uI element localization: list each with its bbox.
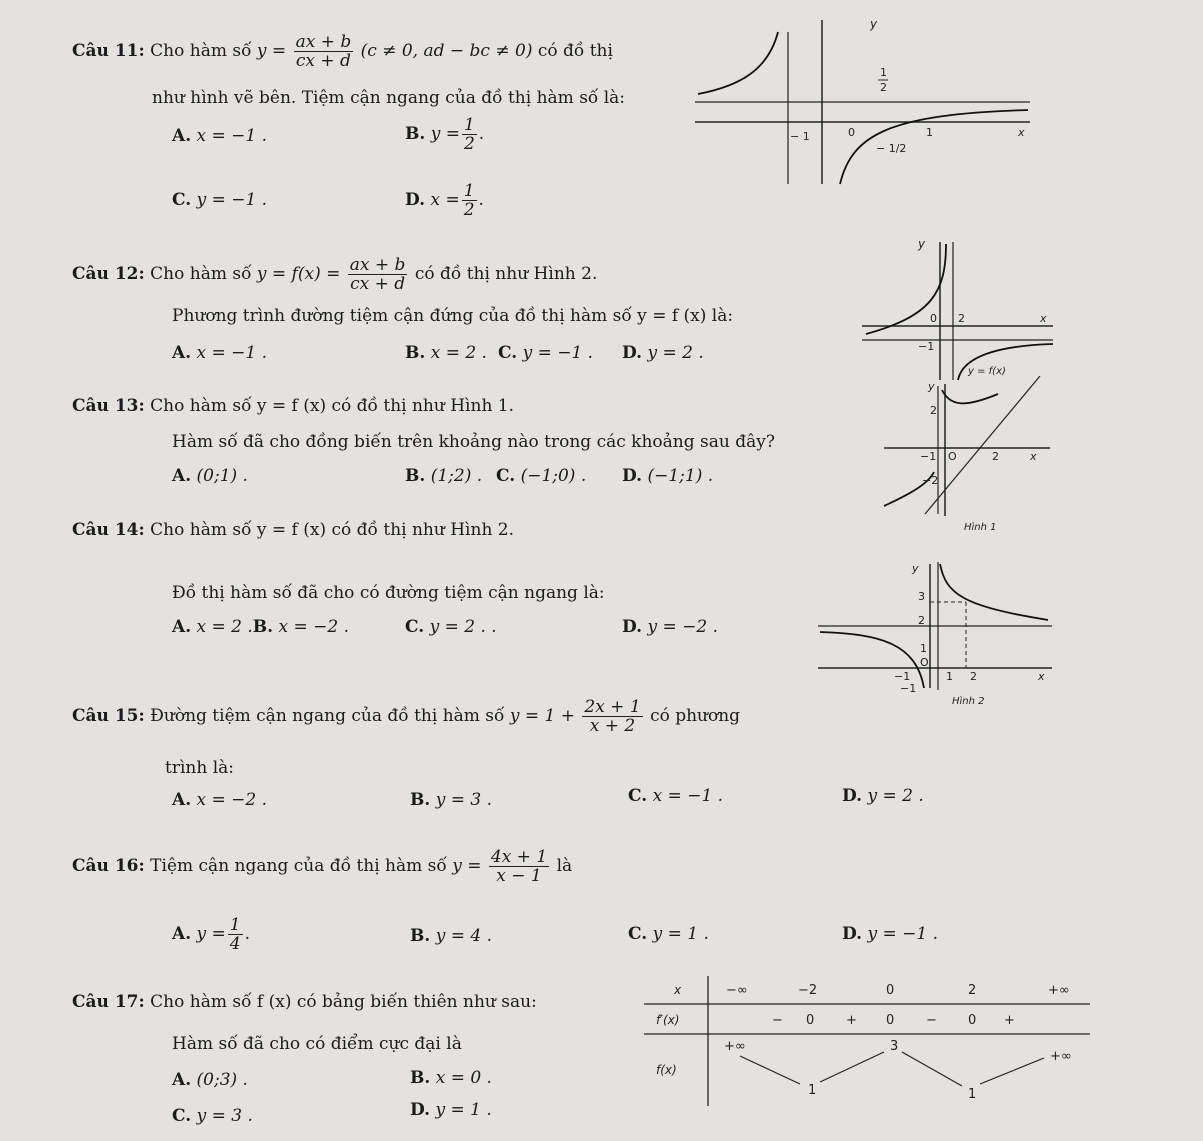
q17-option-d[interactable] <box>410 1100 492 1120</box>
q17-x-val-0: −∞ <box>726 983 748 998</box>
q14-option-c[interactable] <box>405 617 497 637</box>
q16-label: Câu 16: <box>72 856 145 876</box>
q11-x-zero: 0 <box>848 126 855 139</box>
q17-fp-val-0: − <box>772 1013 783 1028</box>
q12-fn-label: y = f(x) <box>968 366 1006 377</box>
q13-asymptote-b <box>925 376 1040 514</box>
q13-a-value: (0;1) . <box>196 466 248 486</box>
q11-line1 <box>72 33 613 70</box>
q15-line1 <box>72 698 740 735</box>
q11-label: Câu 11: <box>72 41 145 61</box>
q17-c-value: y = 3 . <box>196 1106 253 1126</box>
q14-y-label: y <box>912 562 919 575</box>
q13-a-label: A. <box>172 466 192 486</box>
q14-d-value: y = −2 . <box>647 617 718 637</box>
q13-line2: Hàm số đã cho đồng biến trên khoảng nào trong các khoảng sau đây? <box>172 432 775 452</box>
q11-b-post: . <box>478 124 485 144</box>
q13-origin: O <box>948 450 957 463</box>
q14-line1 <box>72 520 514 540</box>
q16-option-a[interactable] <box>172 916 250 953</box>
q16-line1 <box>72 848 572 885</box>
q11-fn-den: cx + d <box>295 51 351 71</box>
q15-fn-num: 2x + 1 <box>584 697 641 717</box>
q13-x2: 2 <box>992 450 999 463</box>
q14-d-label: D. <box>622 617 643 637</box>
q14-three: 3 <box>918 590 925 603</box>
q16-option-c[interactable] <box>628 924 709 944</box>
q17-arrow-2 <box>820 1052 884 1082</box>
q13-curve-top <box>942 390 998 403</box>
q15-stem-b: có phương <box>650 706 741 726</box>
q13-two: 2 <box>930 404 937 417</box>
q17-f-top-left: +∞ <box>724 1039 746 1054</box>
q14-graph <box>812 558 1057 708</box>
q16-fraction <box>489 848 549 885</box>
q11-c-label: C. <box>172 190 192 210</box>
q14-option-ab[interactable] <box>172 617 349 637</box>
q15-d-value: y = 2 . <box>867 786 924 806</box>
q17-option-a[interactable] <box>172 1070 248 1090</box>
q13-d-value: (−1;1) . <box>647 466 714 486</box>
q16-d-label: D. <box>842 924 863 944</box>
q16-option-b[interactable] <box>410 926 492 946</box>
q11-d-num: 1 <box>463 181 475 201</box>
q13-b-label: B. <box>405 466 426 486</box>
q11-a-label: A. <box>172 126 192 146</box>
q12-line2: Phương trình đường tiệm cận đứng của đồ thị hàm số y = f (x) là: <box>172 306 734 326</box>
q11-b-den: 2 <box>463 134 475 154</box>
q15-a-value: x = −2 . <box>196 790 268 810</box>
q11-a-value: x = −1 . <box>196 126 268 146</box>
q17-fp-label: f′(x) <box>656 1013 680 1027</box>
q17-option-c[interactable] <box>172 1106 253 1126</box>
q17-option-b[interactable] <box>410 1068 492 1088</box>
q14-label: Câu 14: <box>72 520 145 540</box>
q14-curve-right <box>940 564 1048 620</box>
q17-c-label: C. <box>172 1106 192 1126</box>
q17-fp-val-4: − <box>926 1013 937 1028</box>
q15-d-label: D. <box>842 786 863 806</box>
q13-option-c[interactable] <box>496 466 586 486</box>
q12-stem-b: có đồ thị như Hình 2. <box>414 264 598 284</box>
q12-option-a[interactable] <box>172 343 267 363</box>
q17-stem: Cho hàm số f (x) có bảng biến thiên như sau: <box>150 992 537 1012</box>
q11-half-num: 1 <box>880 66 887 79</box>
q12-a-label: A. <box>172 343 192 363</box>
q16-a-fraction <box>228 916 243 953</box>
q13-x-label: x <box>1030 450 1037 463</box>
q13-neg2: −2 <box>922 474 939 487</box>
q12-option-b[interactable] <box>405 343 487 363</box>
q11-d-post: . <box>478 190 484 210</box>
q15-b-label: B. <box>410 790 431 810</box>
q14-x-label: x <box>1038 670 1045 683</box>
q11-fraction <box>294 33 354 70</box>
q12-a-value: x = −1 . <box>196 343 268 363</box>
q17-line1 <box>72 992 537 1012</box>
q13-graph <box>880 376 1055 536</box>
q16-stem-a: Tiệm cận ngang của đồ thị hàm số <box>150 856 447 876</box>
q15-line2: trình là: <box>165 758 234 778</box>
q11-line2: như hình vẽ bên. Tiệm cận ngang của đồ thị hàm số là: <box>152 88 626 108</box>
q12-fn-num: ax + b <box>349 255 406 275</box>
q12-b-value: x = 2 . <box>430 343 487 363</box>
q16-a-den: 4 <box>229 934 241 954</box>
q11-neg-half: − 1/2 <box>876 142 907 155</box>
q17-variation-table <box>640 972 1095 1108</box>
q16-c-value: y = 1 . <box>652 924 709 944</box>
q14-b-value: x = −2 . <box>278 617 349 637</box>
q13-option-d[interactable] <box>622 466 713 486</box>
q11-option-a[interactable] <box>172 126 267 146</box>
q14-a-label: A. <box>172 617 192 637</box>
q17-f-top-mid: 3 <box>890 1039 899 1054</box>
q17-label: Câu 17: <box>72 992 145 1012</box>
q15-a-label: A. <box>172 790 192 810</box>
q17-a-value: (0;3) . <box>196 1070 248 1090</box>
q17-x-val-1: −2 <box>798 983 818 998</box>
q11-curve-left <box>698 32 778 94</box>
q17-x-val-2: 0 <box>886 983 895 998</box>
q17-b-label: B. <box>410 1068 431 1088</box>
q12-b-label: B. <box>405 343 426 363</box>
q15-stem-a: Đường tiệm cận ngang của đồ thị hàm số <box>150 706 505 726</box>
q13-option-b[interactable] <box>405 466 482 486</box>
q14-option-d[interactable] <box>622 617 718 637</box>
q14-yneg1: −1 <box>900 682 917 695</box>
q11-graph <box>690 12 1035 187</box>
q16-b-label: B. <box>410 926 431 946</box>
q13-label: Câu 13: <box>72 396 145 416</box>
q12-y-label: y <box>918 237 926 251</box>
q11-stem-b: có đồ thị <box>537 41 613 61</box>
q11-curve-right <box>840 110 1028 184</box>
q11-fn-cond: (c ≠ 0, ad − bc ≠ 0) <box>360 41 533 61</box>
q13-b-value: (1;2) . <box>430 466 483 486</box>
q17-d-value: y = 1 . <box>435 1100 492 1120</box>
q12-d-value: y = 2 . <box>647 343 704 363</box>
q11-b-num: 1 <box>463 115 475 135</box>
q15-label: Câu 15: <box>72 706 145 726</box>
q15-fn-den: x + 2 <box>589 716 636 736</box>
q11-fn-left: y = <box>256 41 287 61</box>
q17-fp-val-6: + <box>1004 1013 1015 1028</box>
q16-stem-b: là <box>556 856 573 876</box>
q13-c-label: C. <box>496 466 516 486</box>
q12-fraction <box>348 256 408 293</box>
q17-f-bot-b: 1 <box>968 1087 977 1102</box>
q15-option-b[interactable] <box>410 790 492 810</box>
q16-fn-num: 4x + 1 <box>490 847 548 867</box>
q12-option-c[interactable] <box>498 343 593 363</box>
q16-fn-left: y = <box>452 856 482 876</box>
q17-fp-val-5: 0 <box>968 1013 977 1028</box>
q14-two: 2 <box>918 614 925 627</box>
q17-line2: Hàm số đã cho có điểm cực đại là <box>172 1034 462 1054</box>
q16-d-value: y = −1 . <box>867 924 938 944</box>
q17-f-top-right: +∞ <box>1050 1049 1072 1064</box>
q11-c-value: y = −1 . <box>196 190 268 210</box>
q12-x-label: x <box>1040 312 1047 325</box>
q16-a-label: A. <box>172 924 192 944</box>
q11-option-c[interactable] <box>172 190 267 210</box>
q17-fp-val-3: 0 <box>886 1013 895 1028</box>
q17-arrow-1 <box>740 1056 800 1084</box>
q15-option-d[interactable] <box>842 786 924 806</box>
q13-neg1: −1 <box>920 450 937 463</box>
q16-a-pre: y = <box>196 924 226 944</box>
q15-fn-left: y = 1 + <box>509 706 575 726</box>
q11-d-pre: x = <box>430 190 460 210</box>
q17-arrow-3 <box>902 1052 962 1086</box>
q17-x-val-4: +∞ <box>1048 983 1070 998</box>
q12-c-label: C. <box>498 343 518 363</box>
q13-caption: Hình 1 <box>964 522 997 533</box>
q11-fn-num: ax + b <box>295 32 352 52</box>
q14-origin: O <box>920 656 929 669</box>
q11-option-d[interactable] <box>405 182 484 219</box>
q13-stem: Cho hàm số y = f (x) có đồ thị như Hình 1. <box>150 396 515 416</box>
q11-half-den: 2 <box>880 81 887 94</box>
q12-two: 2 <box>958 312 965 325</box>
q17-f-bot-a: 1 <box>808 1083 817 1098</box>
q13-y-label: y <box>928 380 935 393</box>
q12-fn-left: y = f(x) = <box>256 264 341 284</box>
q17-fp-val-1: 0 <box>806 1013 815 1028</box>
q17-d-label: D. <box>410 1100 431 1120</box>
q17-x-label: x <box>674 983 682 997</box>
q16-a-num: 1 <box>229 915 241 935</box>
q15-c-label: C. <box>628 786 648 806</box>
q15-fraction <box>582 698 642 735</box>
q17-arrow-4 <box>980 1058 1044 1084</box>
q13-line1 <box>72 396 514 416</box>
q14-c-value: y = 2 . . <box>429 617 497 637</box>
q11-d-den: 2 <box>463 200 475 220</box>
q11-option-b[interactable] <box>405 116 484 153</box>
q11-y-label: y <box>870 17 878 31</box>
q11-b-fraction <box>462 116 477 153</box>
q16-b-value: y = 4 . <box>435 926 492 946</box>
q12-line1 <box>72 256 597 293</box>
q14-caption: Hình 2 <box>952 696 985 707</box>
q14-line2: Đồ thị hàm số đã cho có đường tiệm cận ngang là: <box>172 583 605 603</box>
q12-d-label: D. <box>622 343 643 363</box>
q11-d-label: D. <box>405 190 426 210</box>
q14-b-label: B. <box>252 617 274 637</box>
q14-a-value: x = 2 . <box>196 617 253 637</box>
q11-x-label: x <box>1018 126 1025 139</box>
q14-neg1: −1 <box>894 670 911 683</box>
q15-option-a[interactable] <box>172 790 267 810</box>
q16-fn-den: x − 1 <box>496 866 542 886</box>
q16-c-label: C. <box>628 924 648 944</box>
q11-x-one: 1 <box>926 126 933 139</box>
q14-stem: Cho hàm số y = f (x) có đồ thị như Hình 2. <box>150 520 515 540</box>
q16-a-post: . <box>244 924 251 944</box>
q11-b-label: B. <box>405 124 426 144</box>
q14-x2: 2 <box>970 670 977 683</box>
q12-c-value: y = −1 . <box>522 343 594 363</box>
q13-option-a[interactable] <box>172 466 248 486</box>
q13-d-label: D. <box>622 466 643 486</box>
q16-option-d[interactable] <box>842 924 938 944</box>
q17-fp-val-2: + <box>846 1013 857 1028</box>
q12-option-d[interactable] <box>622 343 704 363</box>
q12-label: Câu 12: <box>72 264 145 284</box>
q14-one: 1 <box>920 642 927 655</box>
q12-origin: 0 <box>930 312 937 325</box>
q12-graph <box>858 232 1058 382</box>
q15-b-value: y = 3 . <box>435 790 492 810</box>
q11-b-pre: y = <box>430 124 460 144</box>
q13-c-value: (−1;0) . <box>520 466 587 486</box>
q11-stem-a: Cho hàm số <box>150 41 252 61</box>
q17-b-value: x = 0 . <box>435 1068 492 1088</box>
q17-x-val-3: 2 <box>968 983 977 998</box>
q12-stem-a: Cho hàm số <box>150 264 252 284</box>
q14-x1: 1 <box>946 670 953 683</box>
q15-option-c[interactable] <box>628 786 723 806</box>
q11-x-neg1: − 1 <box>790 130 810 143</box>
q17-f-label: f(x) <box>656 1063 677 1077</box>
q17-a-label: A. <box>172 1070 192 1090</box>
q15-c-value: x = −1 . <box>652 786 724 806</box>
q11-d-fraction <box>462 182 477 219</box>
q12-neg1: −1 <box>918 340 935 353</box>
q14-c-label: C. <box>405 617 425 637</box>
q12-fn-den: cx + d <box>350 274 406 294</box>
